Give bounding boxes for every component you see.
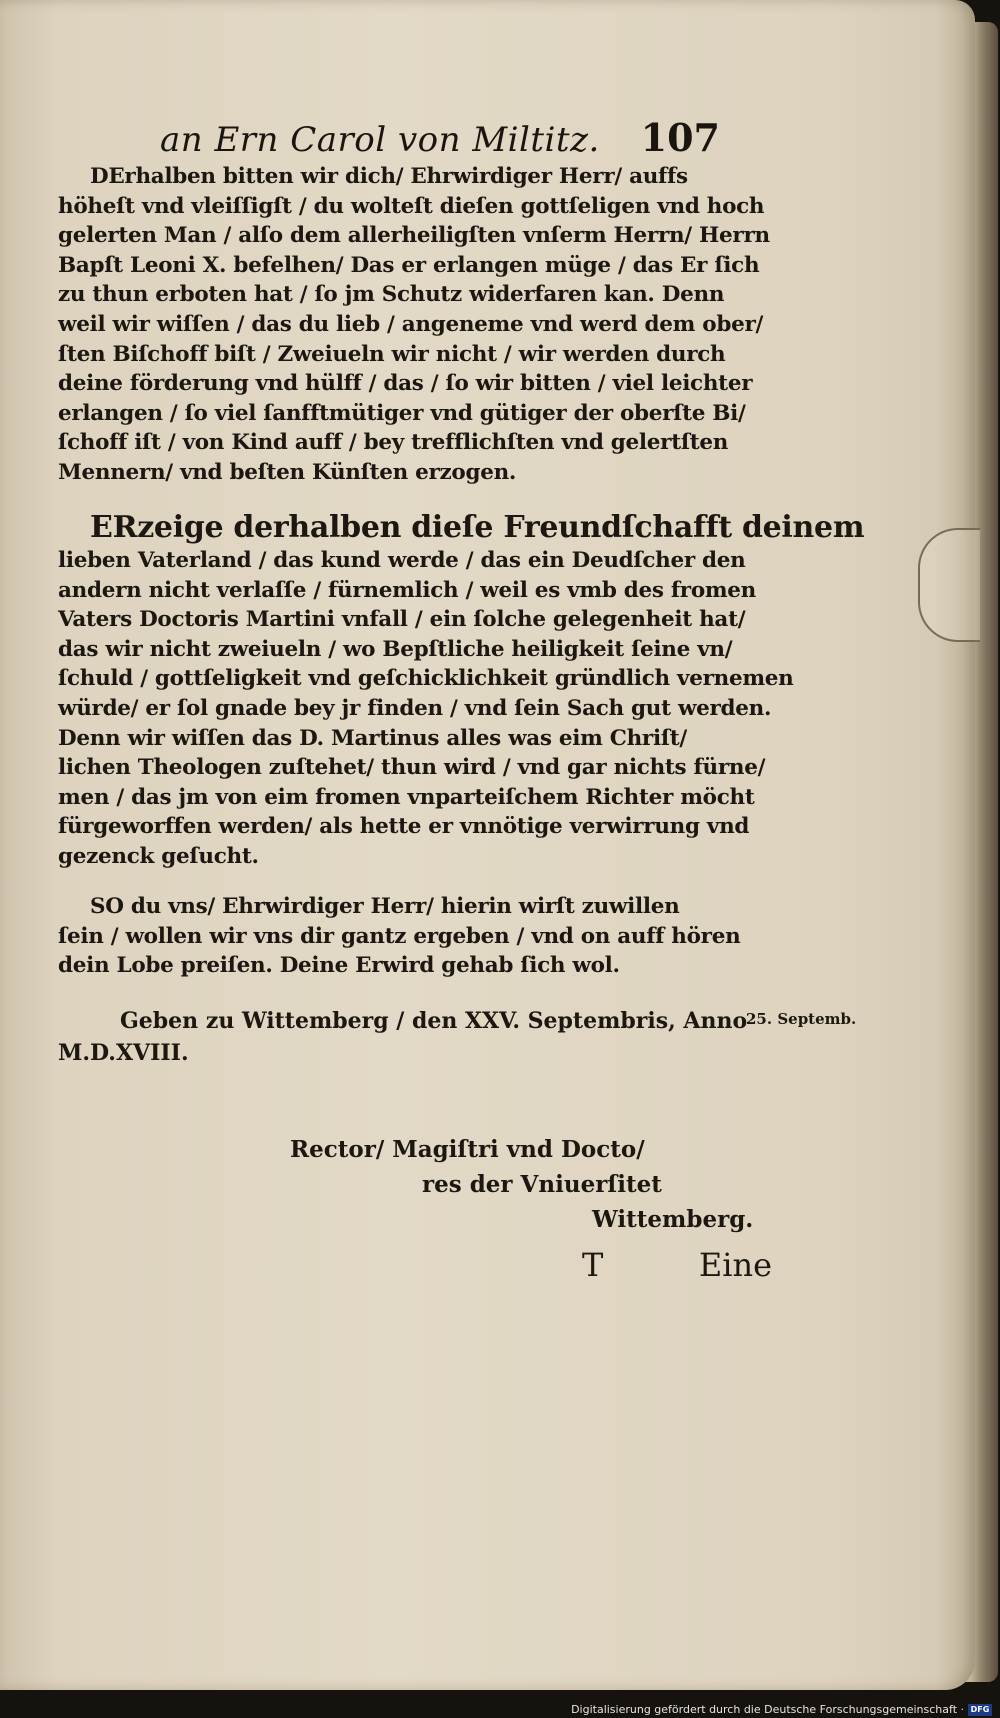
text-line: ſein / wollen wir vns dir gantz ergeben / vnd on auff hören xyxy=(58,923,741,949)
text-line: men / das jm von eim fromen vnparteiſchem Richter möcht xyxy=(58,784,755,810)
text-line: fürgeworffen werden/ als hette er vnnötige verwirrung vnd xyxy=(58,814,750,840)
dfg-logo-icon: DFG xyxy=(968,1704,992,1716)
text-line: dein Lobe preiſen. Deine Erwird gehab ſich wol. xyxy=(58,953,620,979)
text-line: gelerten Man / alſo dem allerheiligſten vnſerm Herrn/ Herrn xyxy=(58,223,770,249)
text-line: lichen Theologen zuſtehet/ thun wird / vnd gar nichts fürne/ xyxy=(58,755,766,781)
signature-line: res der Vniuerſitet xyxy=(422,1171,662,1198)
text-line: das wir nicht zweiueln / wo Bepſtliche heiligkeit ſeine vn/ xyxy=(58,636,733,662)
paragraph-1 xyxy=(58,162,770,488)
date-line xyxy=(58,1005,758,1069)
text-line: ſten Biſchoff biſt / Zweiueln wir nicht / wir werden durch xyxy=(58,341,726,367)
page-number: 107 xyxy=(640,115,720,160)
running-title: an Ern Carol von Miltitz. xyxy=(160,120,600,160)
text-line: höheſt vnd vleiſſigſt / du wolteſt dieſen gottſeligen vnd hoch xyxy=(58,193,765,219)
paragraph-2 xyxy=(58,510,865,872)
text-line: ERzeige derhalben dieſe Freundſchafft deinem xyxy=(90,510,865,545)
text-line: Mennern/ vnd beſten Künſten erzogen. xyxy=(58,459,517,485)
text-line: Denn wir wiſſen das D. Martinus alles was eim Chriſt/ xyxy=(58,725,687,751)
catchword-line xyxy=(582,1246,772,1284)
paragraph-3 xyxy=(58,892,741,981)
text-line: SO du vns/ Ehrwirdiger Herr/ hierin wirſt zuwillen xyxy=(90,894,680,919)
digitization-footer xyxy=(571,1703,992,1716)
text-line: zu thun erboten hat / ſo jm Schutz widerfaren kan. Denn xyxy=(58,282,725,308)
date-year: M.D.XVIII. xyxy=(58,1040,189,1066)
footer-text: Digitalisierung gefördert durch die Deutsche Forschungsgemeinschaft · xyxy=(571,1703,964,1716)
signature-line: Wittemberg. xyxy=(592,1206,754,1233)
text-line: Vaters Doctoris Martini vnfall / ein ſolche gelegenheit hat/ xyxy=(58,607,746,633)
text-line: andern nicht verlaſſe / fürnemlich / weil es vmb des fromen xyxy=(58,577,757,603)
text-line: Bapſt Leoni X. befelhen/ Das er erlangen müge / das Er ſich xyxy=(58,252,760,278)
signature-mark: T xyxy=(582,1246,604,1284)
text-line: DErhalben bitten wir dich/ Ehrwirdiger Herr/ auffs xyxy=(90,164,688,189)
catchword: Eine xyxy=(698,1246,772,1284)
text-line: deine förderung vnd hülff / das / ſo wir bitten / viel leichter xyxy=(58,371,753,397)
text-line: ſchoff iſt / von Kind auff / bey trefflichſten vnd gelertſten xyxy=(58,430,729,456)
text-line: erlangen / ſo viel ſanfftmütiger vnd gütiger der oberſte Bi/ xyxy=(58,400,746,426)
text-line: gezenck geſucht. xyxy=(58,843,259,869)
text-line: weil wir wiſſen / das du lieb / angeneme vnd werd dem ober/ xyxy=(58,311,764,337)
text-line: würde/ er ſol gnade bey jr finden / vnd ſein Sach gut werden. xyxy=(58,695,772,721)
signature-line: Rector/ Magiſtri vnd Docto/ xyxy=(290,1136,645,1163)
page-header xyxy=(160,115,720,165)
text-line: lieben Vaterland / das kund werde / das ein Deudſcher den xyxy=(58,548,746,573)
signature-block xyxy=(290,1132,770,1237)
margin-note: 25. Septemb. xyxy=(746,1010,857,1028)
page-clip xyxy=(918,528,980,642)
text-line: ſchuld / gottſeligkeit vnd geſchicklichkeit gründlich vernemen xyxy=(58,666,794,692)
date-text: Geben zu Wittemberg / den XXV. Septembris, Anno xyxy=(120,1008,748,1034)
